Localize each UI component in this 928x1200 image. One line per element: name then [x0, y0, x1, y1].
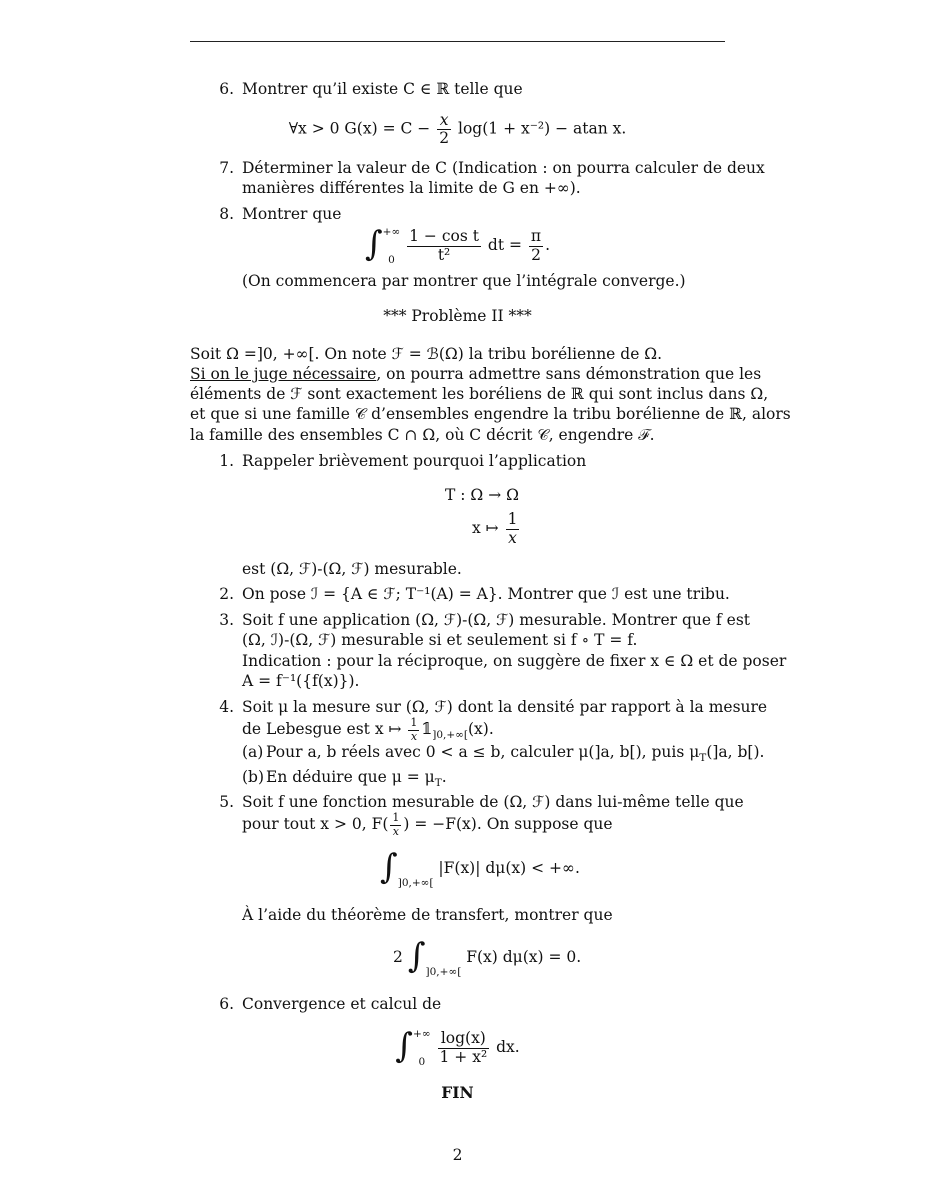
q1-text: Rappeler brièvement pourquoi l’application: [242, 452, 587, 470]
q3-number: 3.: [219, 611, 234, 629]
item-7-line2: manières différentes la limite de G en +∞).: [242, 179, 581, 197]
end-label: FIN: [441, 1083, 474, 1102]
q4b-end: .: [441, 768, 447, 786]
item-8-formula: ∫ +∞ 0 $\frac{\text{1 − cos t}}{\text{t²}}$ dt = $\frac{\pi}{2}$ .: [364, 224, 551, 266]
q4-indicator-sub: ]0,+∞[: [432, 729, 468, 742]
item-8-res-num: π: [530, 227, 542, 246]
intro-line4: et que si une famille 𝒞 d’ensembles engendre la tribu borélienne de ℝ, alors: [190, 405, 791, 423]
intro-line2-rest: , on pourra admettre sans démonstration que les: [376, 365, 762, 383]
item-6-formula: [190, 112, 725, 147]
q4b-sub: T: [434, 777, 442, 790]
q1-map-prefix: x ↦: [472, 519, 499, 537]
item-6-formula-rhs: log(1 + x⁻²) − atan x.: [458, 119, 627, 138]
q1-number: 1.: [219, 452, 234, 470]
integral-sign: ∫: [395, 1026, 414, 1066]
q3-line4: A = f⁻¹({f(x)}).: [242, 672, 360, 690]
item-8-mid: dt =: [487, 236, 522, 254]
q4-frac-num: 1: [410, 716, 418, 730]
integral-sign: ∫: [380, 847, 398, 887]
q6-tail: dx.: [496, 1038, 520, 1056]
q4a-label: (a): [242, 743, 264, 761]
item-8-int-upper: +∞: [382, 225, 401, 238]
q3-line1: Soit f une application (Ω, ℱ)-(Ω, ℱ) mesurable. Montrer que f est: [242, 611, 750, 629]
q1-map-fraction: [506, 511, 520, 546]
q5-line1: Soit f une fonction mesurable de (Ω, ℱ) dans lui-même telle que: [242, 793, 744, 811]
q5-number: 5.: [219, 793, 234, 811]
q4a-end: (]a, b[).: [706, 743, 765, 761]
q6-text: Convergence et calcul de: [242, 995, 442, 1013]
item-8-frac-den: t²: [407, 246, 481, 264]
q4b-label: (b): [242, 768, 265, 786]
q4-line2-end: (x).: [467, 720, 494, 738]
item-6-number: 6.: [219, 80, 234, 98]
integral-sign: ∫: [407, 936, 426, 976]
intro-line5: la famille des ensembles C ∩ Ω, où C décrit 𝒞, engendre ℱ.: [190, 426, 655, 444]
item-6-fraction: [437, 112, 451, 147]
q6-frac-den: 1 + x²: [439, 1047, 488, 1066]
q5-f1-body: |F(x)| dμ(x) < +∞.: [438, 859, 580, 877]
q5-line2-pre: pour tout x > 0, F(: [242, 815, 389, 833]
q6-int-lower: 0: [418, 1056, 426, 1068]
q1-map-den: x: [506, 529, 520, 547]
q4a-sub: T: [699, 752, 707, 765]
q3-line2: (Ω, ℐ)-(Ω, ℱ) mesurable si et seulement si f ∘ T = f.: [242, 631, 638, 649]
page-number: 2: [452, 1146, 463, 1164]
item-8-int-limits: [383, 227, 401, 266]
q6-int-limits: [413, 1029, 431, 1068]
item-8-result: [529, 228, 543, 263]
q4a-text-main: Pour a, b réels avec 0 < a ≤ b, calculer μ(]a, b[), puis μ: [266, 743, 700, 761]
item-6-formula-lhs: ∀x > 0 G(x) = C −: [288, 119, 431, 138]
q6-int-upper: +∞: [413, 1027, 431, 1040]
q4-number: 4.: [219, 698, 234, 716]
q5-f2-sub: ]0,+∞[: [425, 965, 462, 978]
q1-map-num: 1: [507, 510, 518, 529]
integral-sign: ∫: [364, 224, 383, 264]
problem-title: *** Problème II ***: [383, 307, 532, 325]
item-8-res-den: 2: [529, 246, 543, 264]
item-8-text: Montrer que: [242, 205, 342, 223]
q4b-text-main: En déduire que μ = μ: [266, 768, 435, 786]
item-8-fraction: [407, 228, 481, 263]
q3-line3: Indication : pour la réciproque, on suggère de fixer x ∈ Ω et de poser: [242, 652, 787, 670]
q5-line2-fraction: [390, 812, 401, 837]
q5-line2-post: ) = −F(x). On suppose que: [403, 815, 613, 833]
q5-formula1: [380, 844, 580, 892]
q2-number: 2.: [219, 585, 234, 603]
top-rule: [190, 41, 725, 42]
item-6-text: Montrer qu’il existe C ∈ ℝ telle que: [242, 80, 523, 98]
q4-line1: Soit μ la mesure sur (Ω, ℱ) dont la densité par rapport à la mesure: [242, 698, 768, 716]
item-8-note: (On commencera par montrer que l’intégrale converge.): [242, 272, 686, 290]
q5-transfer: À l’aide du théorème de transfert, montrer que: [242, 906, 613, 924]
intro-line2: [190, 364, 761, 384]
q5-line2: [242, 810, 613, 838]
intro-line3: éléments de ℱ sont exactement les boréliens de ℝ qui sont inclus dans Ω,: [190, 385, 769, 403]
intro-underlined: Si on le juge nécessaire: [190, 365, 377, 383]
q4-indicator: 𝟙: [421, 720, 433, 738]
q6-frac-num: log(x): [440, 1029, 486, 1048]
item-8-frac-num: 1 − cos t: [409, 227, 479, 246]
item-8-number: 8.: [219, 205, 234, 223]
item-7-line1: Déterminer la valeur de C (Indication : on pourra calculer de deux: [242, 159, 765, 177]
q5-f2-coef: 2: [393, 948, 403, 966]
q4a-text: [266, 742, 765, 765]
q1-map-line1: T : Ω → Ω: [445, 486, 519, 504]
intro-line1: Soit Ω =]0, +∞[. On note ℱ = ℬ(Ω) la tribu borélienne de Ω.: [190, 345, 663, 363]
q1-map-line2: [472, 510, 521, 547]
q4b-text: [266, 767, 447, 790]
q2-text: On pose ℐ = {A ∈ ℱ; T⁻¹(A) = A}. Montrer que ℐ est une tribu.: [242, 585, 730, 603]
q4-line2-pre: de Lebesgue est x ↦: [242, 720, 402, 738]
q4-line2-fraction: [408, 717, 419, 742]
q5-frac-den: x: [390, 825, 401, 838]
q6-formula: [190, 1023, 725, 1071]
q5-f1-sub: ]0,+∞[: [397, 876, 434, 889]
q5-f2-body: F(x) dμ(x) = 0.: [466, 948, 582, 966]
q4-line2: [242, 715, 494, 743]
item-7-number: 7.: [219, 159, 234, 177]
q6-fraction: [438, 1030, 490, 1065]
item-6-frac-den: 2: [439, 129, 450, 148]
q5-formula2: [393, 933, 581, 981]
item-6-frac-num: x: [439, 111, 449, 129]
q6-number: 6.: [219, 995, 234, 1013]
q5-frac-num: 1: [392, 811, 400, 825]
q1-after: est (Ω, ℱ)-(Ω, ℱ) mesurable.: [242, 560, 462, 578]
q4-frac-den: x: [408, 730, 419, 743]
item-8-int-lower: 0: [388, 254, 395, 266]
